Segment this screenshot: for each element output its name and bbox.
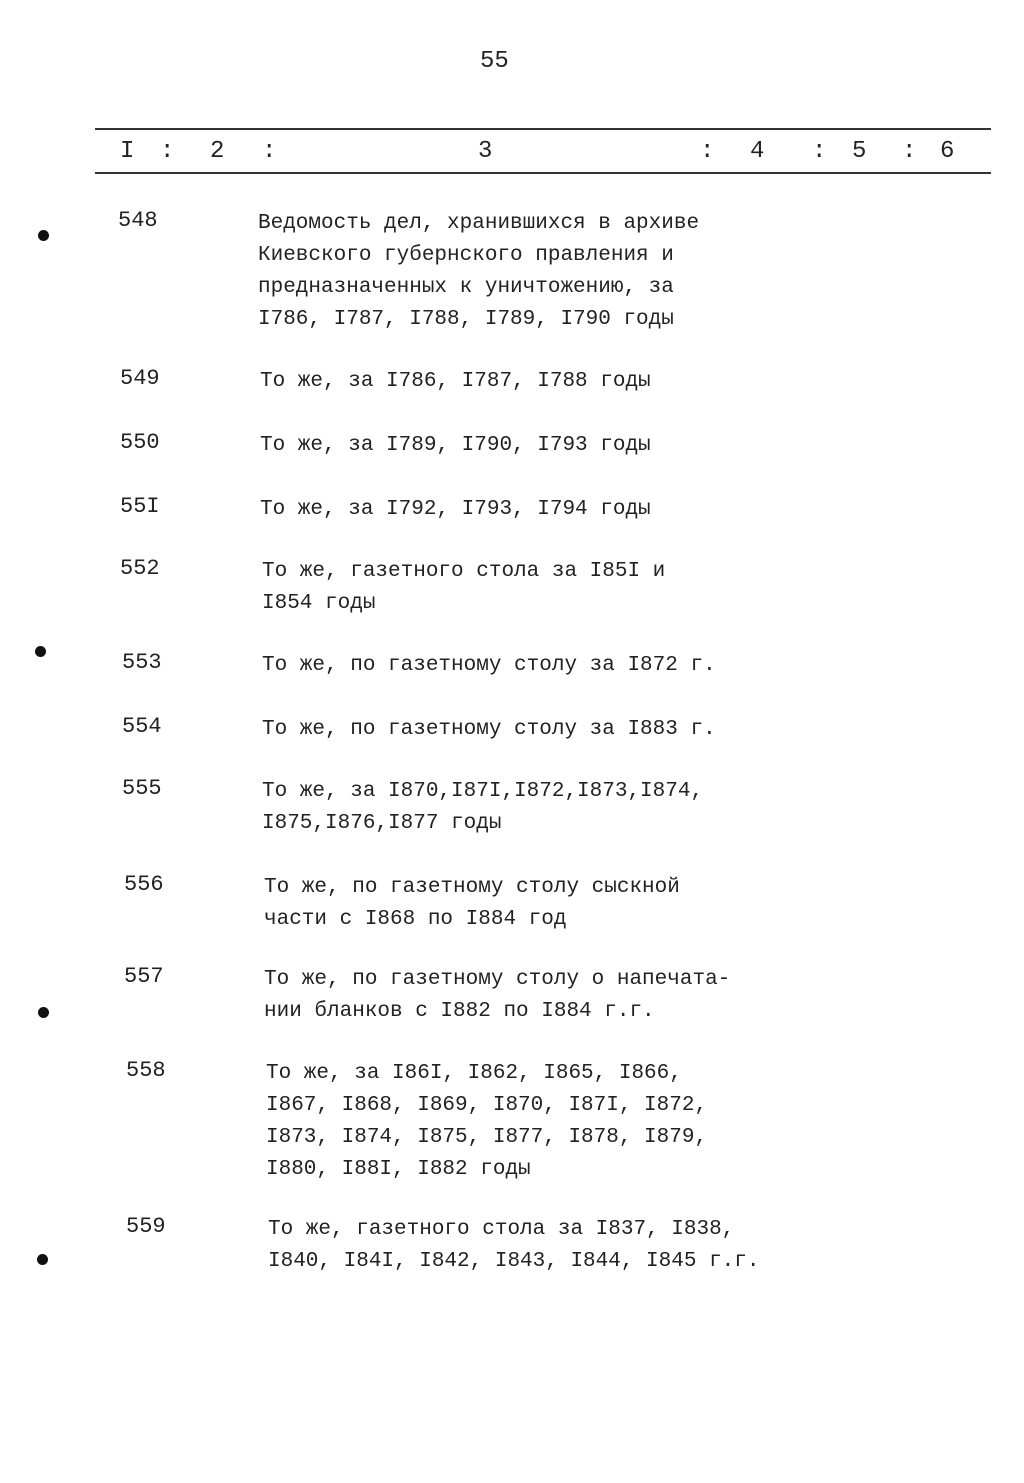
binding-hole-mark (37, 1254, 48, 1265)
entry-description (260, 494, 651, 526)
entry-description (268, 1214, 759, 1278)
entry-line: I854 годы (262, 592, 376, 615)
column-separator: : (902, 138, 917, 165)
entry-number: 55I (120, 494, 160, 519)
entry-line: части с I868 по I884 год (264, 908, 567, 931)
table-header-bottom-rule (95, 172, 991, 174)
entry-number: 559 (126, 1214, 166, 1239)
entry-number: 556 (124, 872, 164, 897)
entry-description (262, 714, 716, 746)
entry-line: I873, I874, I875, I877, I878, I879, (266, 1126, 708, 1149)
column-header-4: 4 (750, 138, 765, 165)
entry-line: То же, за I786, I787, I788 годы (260, 370, 651, 393)
entry-line: I880, I88I, I882 годы (266, 1158, 531, 1181)
entry-description (262, 650, 716, 682)
entry-description (260, 366, 651, 398)
entry-number: 555 (122, 776, 162, 801)
column-header-3: 3 (478, 138, 493, 165)
page-number: 55 (480, 48, 509, 75)
entry-line: нии бланков с I882 по I884 г.г. (264, 1000, 655, 1023)
entry-number: 553 (122, 650, 162, 675)
entry-line: I786, I787, I788, I789, I790 годы (258, 308, 674, 331)
entry-description (258, 208, 699, 336)
entry-number: 554 (122, 714, 162, 739)
column-header-1: I (120, 138, 135, 165)
entry-number: 548 (118, 208, 158, 233)
entry-number: 558 (126, 1058, 166, 1083)
entry-line: I875,I876,I877 годы (262, 812, 502, 835)
entry-line: То же, за I792, I793, I794 годы (260, 498, 651, 521)
entry-line: То же, газетного стола за I837, I838, (268, 1218, 735, 1241)
entry-line: То же, за I870,I87I,I872,I873,I874, (262, 780, 704, 803)
binding-hole-mark (35, 646, 46, 657)
entry-line: То же, по газетному столу за I872 г. (262, 654, 716, 677)
entry-line: То же, за I789, I790, I793 годы (260, 434, 651, 457)
table-header-top-rule (95, 128, 991, 130)
entry-line: То же, по газетному столу за I883 г. (262, 718, 716, 741)
binding-hole-mark (38, 1007, 49, 1018)
entry-line: Киевского губернского правления и (258, 244, 674, 267)
column-header-5: 5 (852, 138, 867, 165)
column-separator: : (160, 138, 175, 165)
column-separator: : (262, 138, 277, 165)
entry-description (264, 872, 680, 936)
entry-number: 550 (120, 430, 160, 455)
entry-line: предназначенных к уничтожению, за (258, 276, 674, 299)
entry-line: I867, I868, I869, I870, I87I, I872, (266, 1094, 708, 1117)
entry-line: Ведомость дел, хранившихся в архиве (258, 212, 700, 235)
entry-number: 552 (120, 556, 160, 581)
entry-line: I840, I84I, I842, I843, I844, I845 г.г. (268, 1250, 760, 1273)
entry-line: То же, за I86I, I862, I865, I866, (266, 1062, 682, 1085)
entry-line: То же, по газетному столу сыскной (264, 876, 680, 899)
entry-description (264, 964, 730, 1028)
column-separator: : (700, 138, 715, 165)
entry-description (266, 1058, 707, 1186)
entry-number: 557 (124, 964, 164, 989)
entry-description (262, 556, 665, 620)
entry-description (262, 776, 703, 840)
column-separator: : (812, 138, 827, 165)
column-header-6: 6 (940, 138, 955, 165)
binding-hole-mark (38, 230, 49, 241)
entry-number: 549 (120, 366, 160, 391)
entry-line: То же, газетного стола за I85I и (262, 560, 666, 583)
entry-line: То же, по газетному столу о напечата- (264, 968, 731, 991)
column-header-2: 2 (210, 138, 225, 165)
entry-description (260, 430, 651, 462)
